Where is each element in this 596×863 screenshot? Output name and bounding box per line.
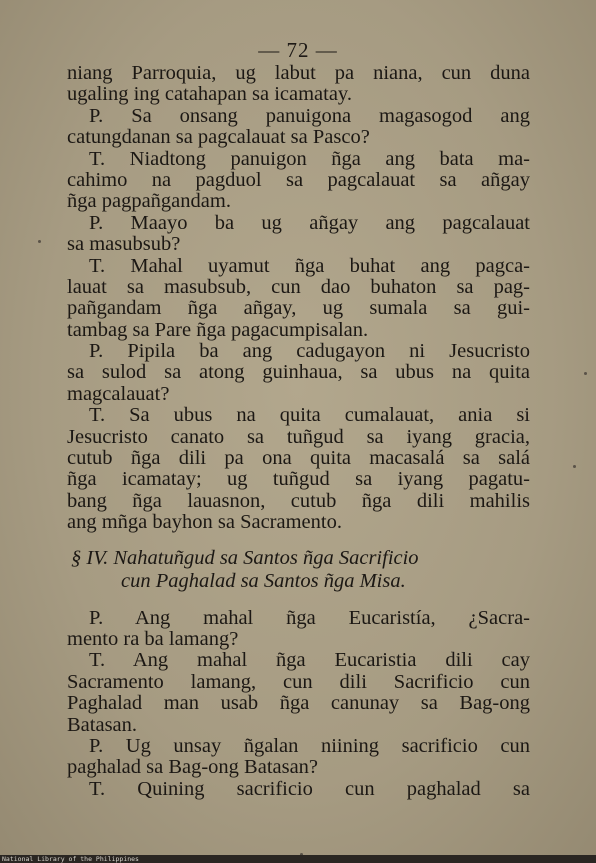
paragraphs-block-1: [67, 63, 530, 534]
page-number: — 72 —: [258, 38, 338, 62]
text-line: P. Ang mahal ñga Eucaristía, ¿Sacra-: [89, 606, 530, 629]
text-line: paghalad sa Bag-ong Batasan?: [67, 756, 319, 779]
text-line: Batasan.: [67, 713, 138, 736]
text-line: P. Pipila ba ang cadugayon ni Jesucristo: [89, 340, 530, 363]
text-line: T. Ang mahal ñga Eucaristia dili cay: [89, 649, 530, 672]
paper-speck: [573, 465, 576, 468]
text-line: magcalauat?: [67, 382, 170, 405]
text-line: P. Sa onsang panuigona magasogod ang: [89, 104, 530, 127]
paper-speck: [584, 372, 587, 375]
library-footer: National Library of the Philippines: [2, 855, 139, 863]
text-line: cahimo na pagduol sa pagcalauat sa añgay: [67, 168, 530, 191]
page-text: [67, 63, 530, 800]
text-line: Paghalad man usab ñga canunay sa Bag-ong: [67, 692, 530, 715]
section-heading-line-1: § IV. Nahatuñgud sa Santos ñga Sacrificio: [71, 546, 419, 569]
text-line: sa masubsub?: [67, 233, 181, 256]
text-line: sa sulod sa atong guinhaua, sa ubus na quita: [67, 361, 530, 384]
text-line: tambag sa Pare ñga pagacumpisalan.: [67, 318, 369, 341]
text-line: niang Parroquia, ug labut pa niana, cun duna: [67, 62, 530, 84]
text-line: T. Mahal uyamut ñga buhat ang pagca-: [89, 254, 530, 277]
text-line: pañgandam ñga añgay, ug sumala sa gui-: [67, 297, 530, 320]
section-heading-line-2: cun Paghalad sa Santos ñga Misa.: [121, 569, 406, 592]
paper-speck: [300, 853, 303, 855]
text-line: T. Niadtong panuigon ñga ang bata ma-: [89, 147, 530, 170]
text-line: Jesucristo canato sa tuñgud sa iyang gracia,: [67, 425, 530, 448]
text-line: T. Sa ubus na quita cumalauat, ania si: [89, 404, 530, 427]
paragraphs-block-2: [67, 608, 530, 801]
text-line: bang ñga lauasnon, cutub ñga dili mahilis: [67, 489, 530, 512]
text-line: ugaling ing catahapan sa icamatay.: [67, 83, 352, 106]
text-line: P. Ug unsay ñgalan niining sacrificio cun: [89, 734, 530, 757]
text-line: ñga pagpañgandam.: [67, 190, 231, 213]
text-line: lauat sa masubsub, cun dao buhaton sa pag-: [67, 275, 530, 298]
text-line: ñga icamatay; ug tuñgud sa iyang pagatu-: [67, 468, 530, 491]
text-line: mento ra ba lamang?: [67, 627, 239, 650]
text-line: catungdanan sa pagcalauat sa Pasco?: [67, 126, 370, 149]
paper-speck: [38, 240, 41, 243]
text-line: T. Quining sacrificio cun paghalad sa: [89, 777, 530, 800]
text-line: P. Maayo ba ug añgay ang pagcalauat: [89, 211, 530, 234]
text-line: Sacramento lamang, cun dili Sacrificio cun: [67, 670, 530, 693]
text-line: ang mñga bayhon sa Sacramento.: [67, 511, 342, 534]
text-line: cutub ñga dili pa ona quita macasalá sa salá: [67, 447, 530, 470]
